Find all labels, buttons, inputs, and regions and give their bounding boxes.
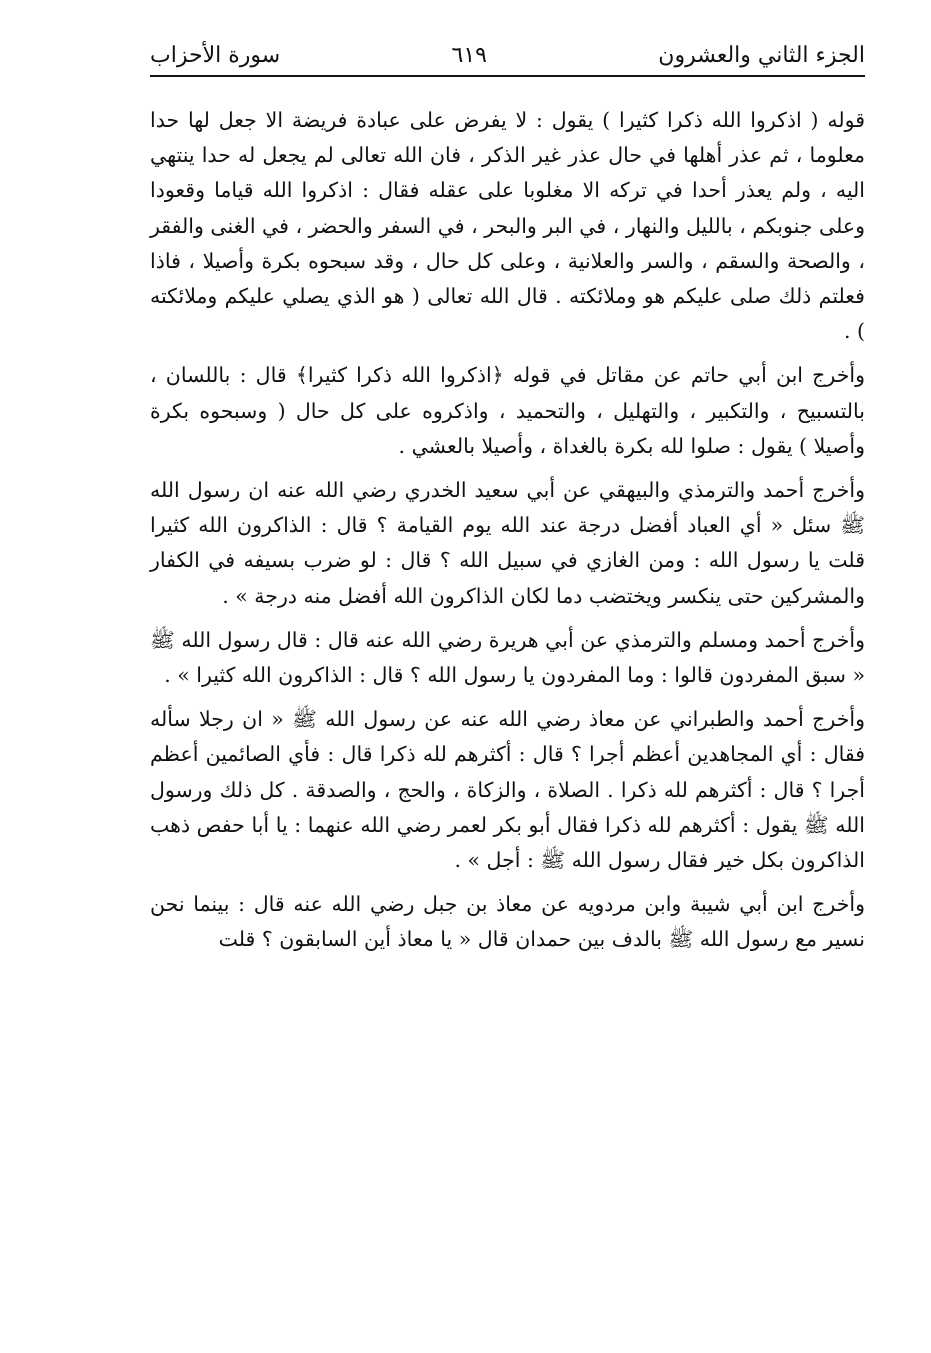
paragraph: وأخرج أحمد والترمذي والبيهقي عن أبي سعيد الخدري رضي الله عنه ان رسول الله ﷺ سئل « أي العباد أفضل درجة عند الله يوم القيامة ؟ قال : الذاكرون الله كثيرا قلت يا رسول الله : ومن الغازي في سبيل الله ؟ قال : لو ضرب بسيفه في الكفار والمشركين حتى ينكسر ويختضب دما لكان الذاكرون الله أفضل منه درجة » . bbox=[150, 478, 865, 608]
header-rule bbox=[150, 75, 865, 77]
page-number: ٦١٩ bbox=[451, 43, 487, 68]
paragraph: وأخرج أحمد ومسلم والترمذي عن أبي هريرة رضي الله عنه قال : قال رسول الله ﷺ « سبق المفردون قالوا : وما المفردون يا رسول الله ؟ قال : الذاكرون الله كثيرا » . bbox=[150, 627, 865, 688]
body-text bbox=[150, 103, 865, 958]
paragraph: وأخرج ابن أبي حاتم عن مقاتل في قوله ﴿اذكروا الله ذكرا كثيرا﴾ قال : باللسان ، بالتسبيح ، والتكبير ، والتهليل ، والتحميد ، واذكروه على كل حال ( وسبحوه بكرة وأصيلا ) يقول : صلوا لله بكرة بالغداة ، وأصيلا بالعشي . bbox=[150, 363, 865, 458]
surah-title: سورة الأحزاب bbox=[150, 43, 281, 68]
paragraph: قوله ( اذكروا الله ذكرا كثيرا ) يقول : لا يفرض على عبادة فريضة الا جعل لها حدا معلوما ، ثم عذر أهلها في حال عذر غير الذكر ، فان الله تعالى لم يجعل له حدا ينتهي اليه ، ولم يعذر أحدا في تركه الا مغلوبا على عقله فقال : اذكروا الله قياما وقعودا وعلى جنوبكم ، بالليل والنهار ، في البر والبحر ، في السفر والحضر ، في الغنى والفقر ، والصحة والسقم ، والسر والعلانية ، وعلى كل حال ، وقد سبحوه بكرة وأصيلا ، فاذا فعلتم ذلك صلى عليكم هو وملائكته . قال الله تعالى ( هو الذي يصلي عليكم وملائكته ) . bbox=[150, 108, 865, 344]
running-header bbox=[150, 28, 865, 68]
paragraph: وأخرج أحمد والطبراني عن معاذ رضي الله عنه عن رسول الله ﷺ « ان رجلا سأله فقال : أي المجاهدين أعظم أجرا ؟ قال : أكثرهم لله ذكرا قال : فأي الصائمين أعظم أجرا ؟ قال : أكثرهم لله ذكرا . الصلاة ، والزكاة ، والحج ، والصدقة . كل ذلك ورسول الله ﷺ يقول : أكثرهم لله ذكرا فقال أبو بكر لعمر رضي الله عنهما : يا أبا حفص ذهب الذاكرون بكل خير فقال رسول الله ﷺ : أجل » . bbox=[150, 707, 865, 873]
juz-title: الجزء الثاني والعشرون bbox=[658, 43, 865, 68]
paragraph: وأخرج ابن أبي شيبة وابن مردويه عن معاذ بن جبل رضي الله عنه قال : بينما نحن نسير مع رسول الله ﷺ بالدف بين حمدان قال « يا معاذ أين السابقون ؟ قلت bbox=[150, 892, 865, 952]
